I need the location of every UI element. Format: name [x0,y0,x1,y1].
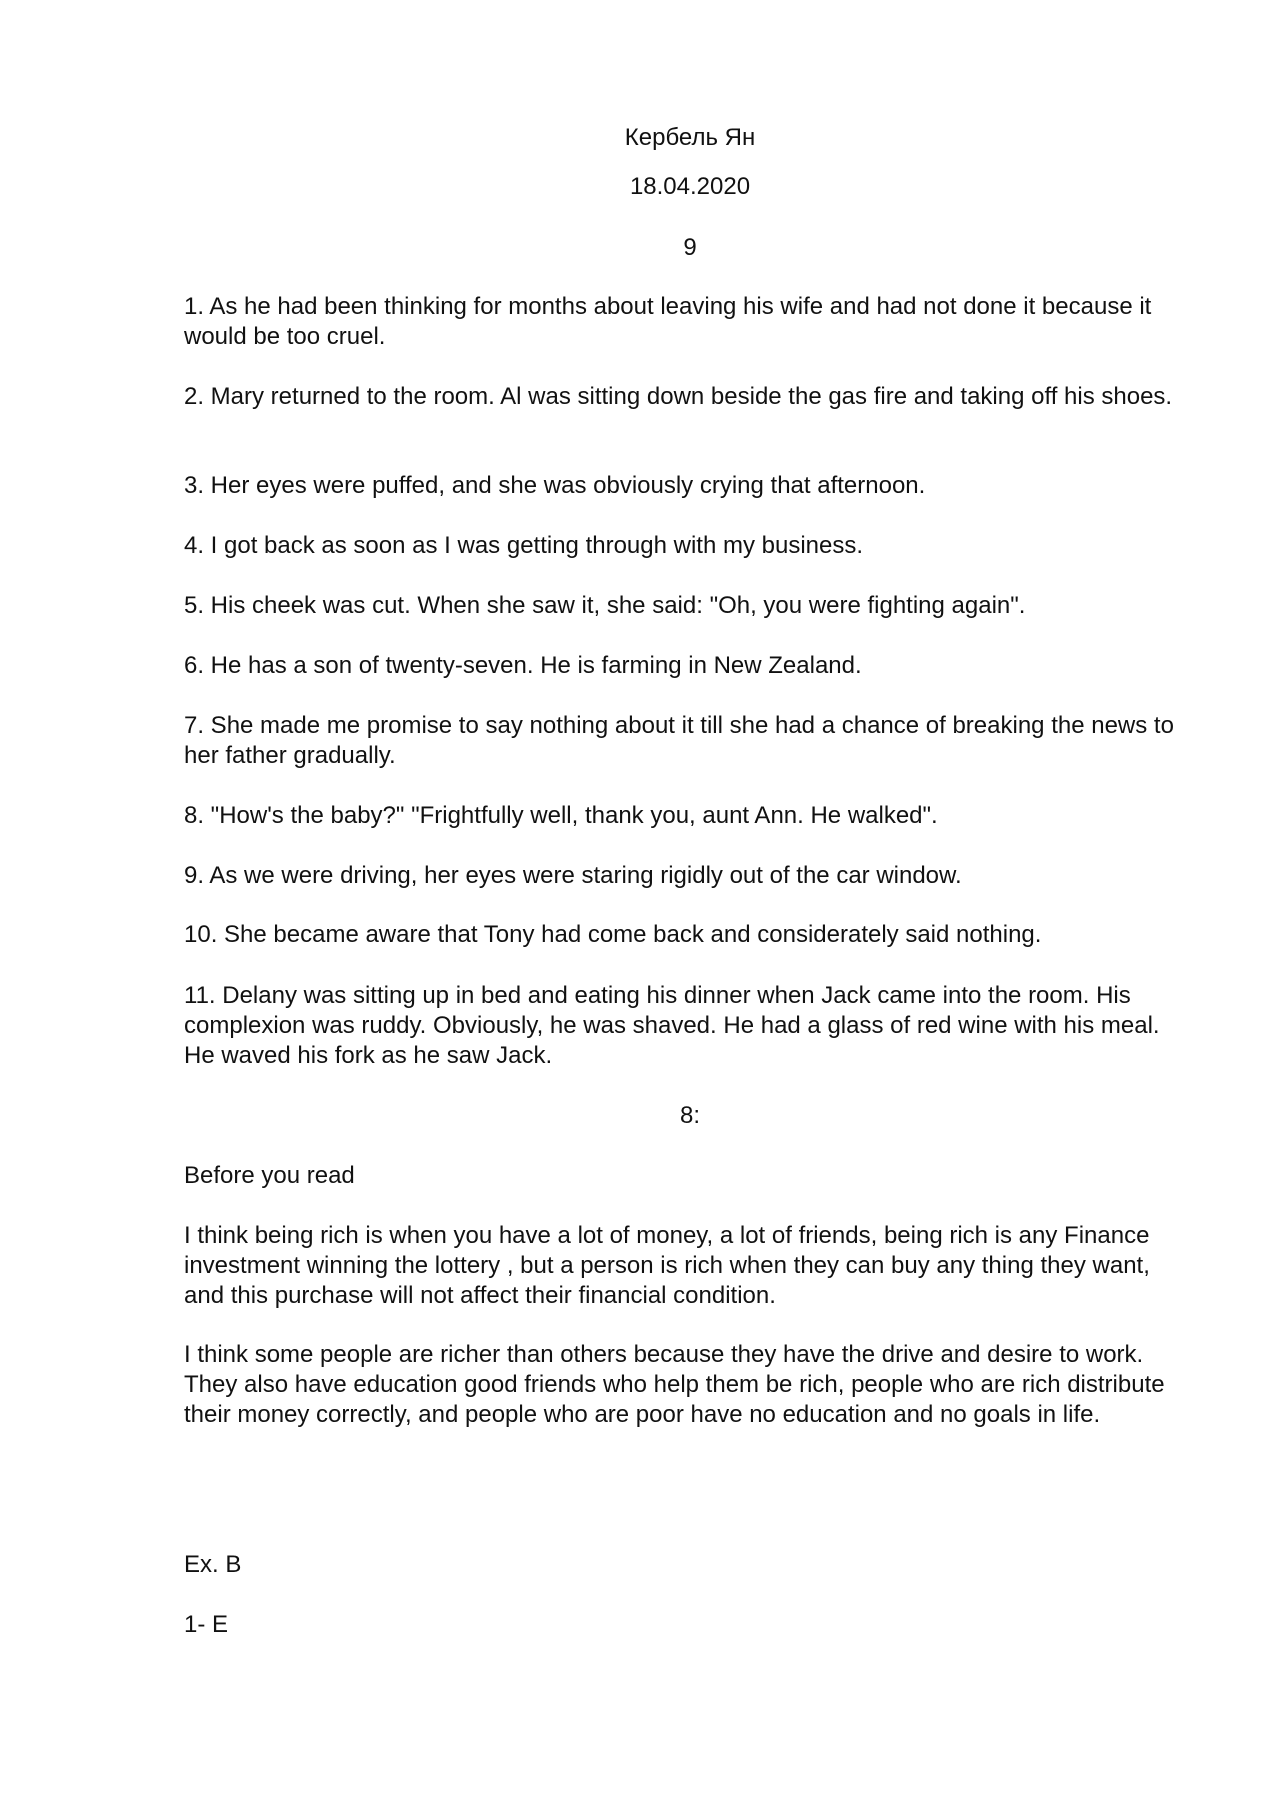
exercise-item-8: 8. "How's the baby?" "Frightfully well, thank you, aunt Ann. He walked". [184,802,938,829]
exercise-item-9: 9. As we were driving, her eyes were staring rigidly out of the car window. [184,862,962,889]
exercise-number: 9 [683,234,697,261]
author-name: Кербель Ян [624,124,756,151]
document-date: 18.04.2020 [629,173,751,200]
paragraph-1: I think being rich is when you have a lot of money, a lot of friends, being rich is any Finance investment winning the lottery , but a person is rich when they can buy any thing they want, and this purchase will not affect their financial condition. [184,1222,1150,1309]
exercise-b-heading: Ex. B [184,1551,242,1578]
exercise-item-3: 3. Her eyes were puffed, and she was obviously crying that afternoon. [184,472,926,499]
exercise-item-2: 2. Mary returned to the room. Al was sitting down beside the gas fire and taking off his shoes. [184,383,1173,410]
exercise-item-6: 6. He has a son of twenty-seven. He is farming in New Zealand. [184,652,862,679]
exercise-item-7: 7. She made me promise to say nothing about it till she had a chance of breaking the news to her father gradually. [184,712,1174,769]
section-heading: 8: [679,1102,700,1129]
exercise-item-5: 5. His cheek was cut. When she saw it, she said: "Oh, you were fighting again". [184,592,1026,619]
exercise-item-1: 1. As he had been thinking for months about leaving his wife and had not done it because it would be too cruel. [184,293,1152,350]
exercise-item-11: 11. Delany was sitting up in bed and eating his dinner when Jack came into the room. His complexion was ruddy. Obviously, he was shaved. He had a glass of red wine with his meal. He waved his fork as he saw Jack. [184,982,1160,1069]
section-subheading: Before you read [184,1162,355,1189]
exercise-item-10: 10. She became aware that Tony had come back and considerately said nothing. [184,921,1042,948]
exercise-item-4: 4. I got back as soon as I was getting through with my business. [184,532,864,559]
exercise-b-answer-1: 1- E [184,1611,229,1638]
paragraph-2: I think some people are richer than others because they have the drive and desire to work. They also have education good friends who help them be rich, people who are rich distribute their money correctly, and people who are poor have no education and no goals in life. [184,1341,1165,1428]
